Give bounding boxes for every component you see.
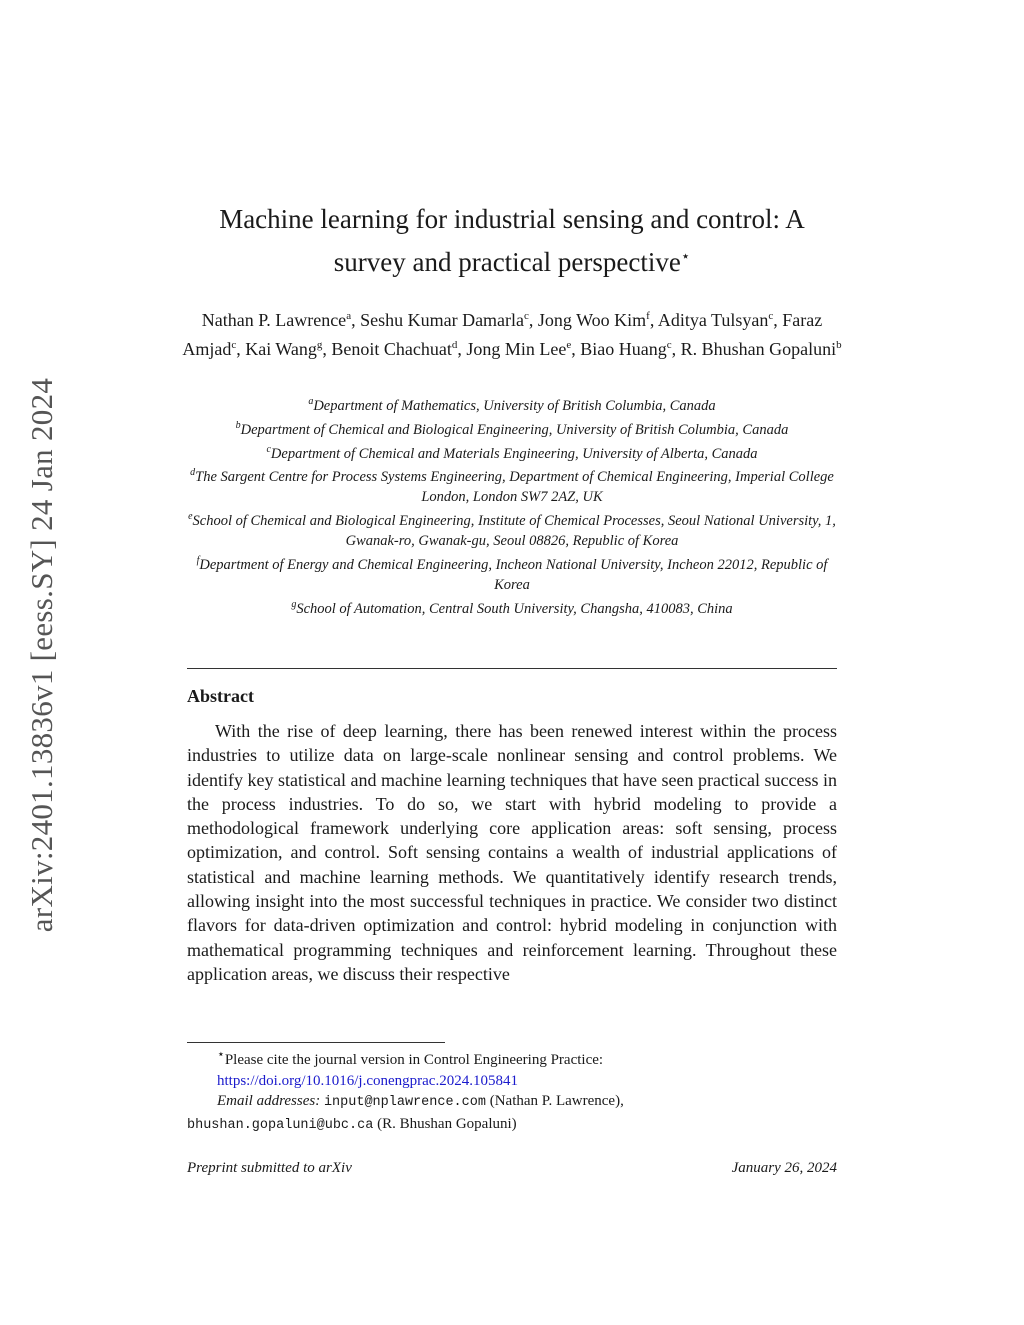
affiliation-text: Department of Chemical and Biological Engineering, University of British Columbia, Canada	[240, 421, 789, 438]
affiliation-mark: a	[308, 396, 314, 407]
author-affil-mark: b	[836, 339, 842, 351]
author	[331, 339, 457, 359]
author	[538, 310, 650, 330]
citation-footnote	[187, 1044, 837, 1091]
author	[580, 339, 671, 359]
email-label: Email addresses:	[217, 1093, 321, 1109]
affiliation-text: Department of Chemical and Materials Engineering, University of Alberta, Canada	[270, 445, 758, 462]
email-footnote	[187, 1091, 837, 1114]
affiliation-mark: g	[291, 598, 297, 610]
affiliation	[183, 551, 841, 595]
email-gopaluni[interactable]: bhushan.gopaluni@ubc.ca	[187, 1117, 374, 1133]
affiliation-text: School of Automation, Central South University, Changsha, 410083, China	[296, 600, 733, 617]
author	[360, 310, 529, 330]
author-name: Benoit Chachuat	[331, 339, 452, 359]
title-footnote-mark: ⋆	[680, 249, 691, 265]
affiliation-text: Department of Mathematics, University of British Columbia, Canada	[313, 397, 716, 414]
author-affil-mark: a	[346, 310, 352, 322]
author-name: Aditya Tulsyan	[657, 310, 769, 330]
title-line-1: Machine learning for industrial sensing and control: A	[219, 204, 805, 234]
affiliation-mark: e	[188, 511, 193, 523]
abstract-heading: Abstract	[187, 686, 254, 706]
title-line-2	[150, 238, 874, 281]
affiliation-text: School of Chemical and Biological Engineering, Institute of Chemical Processes, Seoul National University, 1, Gwanak-ro, Gwanak-gu, Seoul 08826, Republic of Korea	[192, 513, 836, 550]
affiliation-list	[183, 392, 841, 619]
email-footnote-cont	[187, 1114, 837, 1137]
affiliation	[183, 507, 841, 551]
footnotes	[187, 1044, 837, 1136]
paper-title	[150, 200, 874, 281]
author-affil-mark: f	[646, 310, 650, 322]
footer-preprint-note: Preprint submitted to arXiv	[187, 1160, 352, 1176]
author-affil-mark: g	[316, 339, 323, 351]
affiliation-mark: c	[266, 443, 271, 455]
arxiv-side-stamp: arXiv:2401.13836v1 [eess.SY] 24 Jan 2024	[24, 377, 59, 933]
affiliation-mark: f	[196, 555, 200, 567]
author-affil-mark: e	[566, 339, 572, 351]
affiliation-mark: b	[235, 419, 241, 431]
author	[681, 339, 842, 359]
author-affil-mark: c	[666, 339, 672, 351]
affiliation	[183, 595, 841, 619]
affiliation	[183, 392, 841, 416]
author-name: Faraz Amjad	[182, 310, 823, 359]
author-name: Nathan P. Lawrence	[201, 310, 347, 330]
abstract-text: With the rise of deep learning, there has been renewed interest within the process industries to utilize data on large-scale nonlinear sensing and control problems. We identify key statistical and machine learning techniques that have seen practical success in the process industries. To do so, we start with hybrid modeling to provide a methodological framework underlying core application areas: soft sensing, process optimization, and control. Soft sensing contains a wealth of industrial applications of statistical and machine learning methods. We quantitatively identify research trends, allowing insight into the most successful techniques in practice. We consider two distinct flavors for data-driven optimization and control: hybrid modeling in conjunction with mathematical programming techniques and reinforcement learning. Throughout these application areas, we discuss their respective	[187, 721, 837, 984]
affiliation	[183, 440, 841, 464]
author-name: Seshu Kumar Damarla	[360, 310, 525, 330]
author-affil-mark: c	[768, 310, 774, 322]
author	[466, 339, 571, 359]
affiliation	[183, 416, 841, 440]
email-gopaluni-owner: (R. Bhushan Gopaluni)	[377, 1115, 517, 1132]
footnote-rule	[187, 1042, 445, 1043]
title-line-2-text: survey and practical perspective	[333, 247, 681, 277]
affiliation-mark: d	[190, 467, 196, 479]
author-affil-mark: d	[451, 339, 458, 351]
author-name: Kai Wang	[245, 339, 317, 359]
author	[202, 310, 351, 330]
author-list: Nathan P. Lawrence$^a$, Seshu Kumar Damarla$^c$, Jong Woo Kim$^f$, Aditya Tulsyan$^c$, Faraz Amjad$^c$, Kai Wang$^g$, Benoit Chachuat$^d$, Jong Min Lee$^e$, Biao Huang$^c$, R. Bhushan Gopaluni$^b$	[182, 310, 842, 359]
email-lawrence-owner: (Nathan P. Lawrence),	[489, 1093, 624, 1109]
author-name: Jong Woo Kim	[537, 310, 647, 330]
author-name: R. Bhushan Gopaluni	[680, 339, 837, 359]
author-affil-mark: c	[231, 339, 237, 351]
footnote-star: ⋆	[217, 1047, 225, 1061]
affiliation	[183, 463, 841, 507]
author-name: Biao Huang	[580, 339, 667, 359]
author	[245, 339, 322, 359]
author-name: Jong Min Lee	[466, 339, 567, 359]
affiliation-text: Department of Energy and Chemical Engineering, Incheon National University, Incheon 22012, Republic of Korea	[199, 556, 828, 593]
footer-date: January 26, 2024	[731, 1160, 837, 1176]
author-affil-mark: c	[524, 310, 529, 322]
email-lawrence[interactable]: input@nplawrence.com	[323, 1095, 486, 1110]
author	[658, 310, 773, 330]
citation-text: Please cite the journal version in Control Engineering Practice:	[224, 1052, 604, 1068]
affiliation-text: The Sargent Centre for Process Systems Engineering, Department of Chemical Engineering, Imperial College London, London SW7 2AZ, UK	[195, 469, 834, 506]
doi-link[interactable]: https://doi.org/10.1016/j.conengprac.2024.105841	[217, 1072, 518, 1089]
abstract-top-rule	[187, 668, 837, 669]
